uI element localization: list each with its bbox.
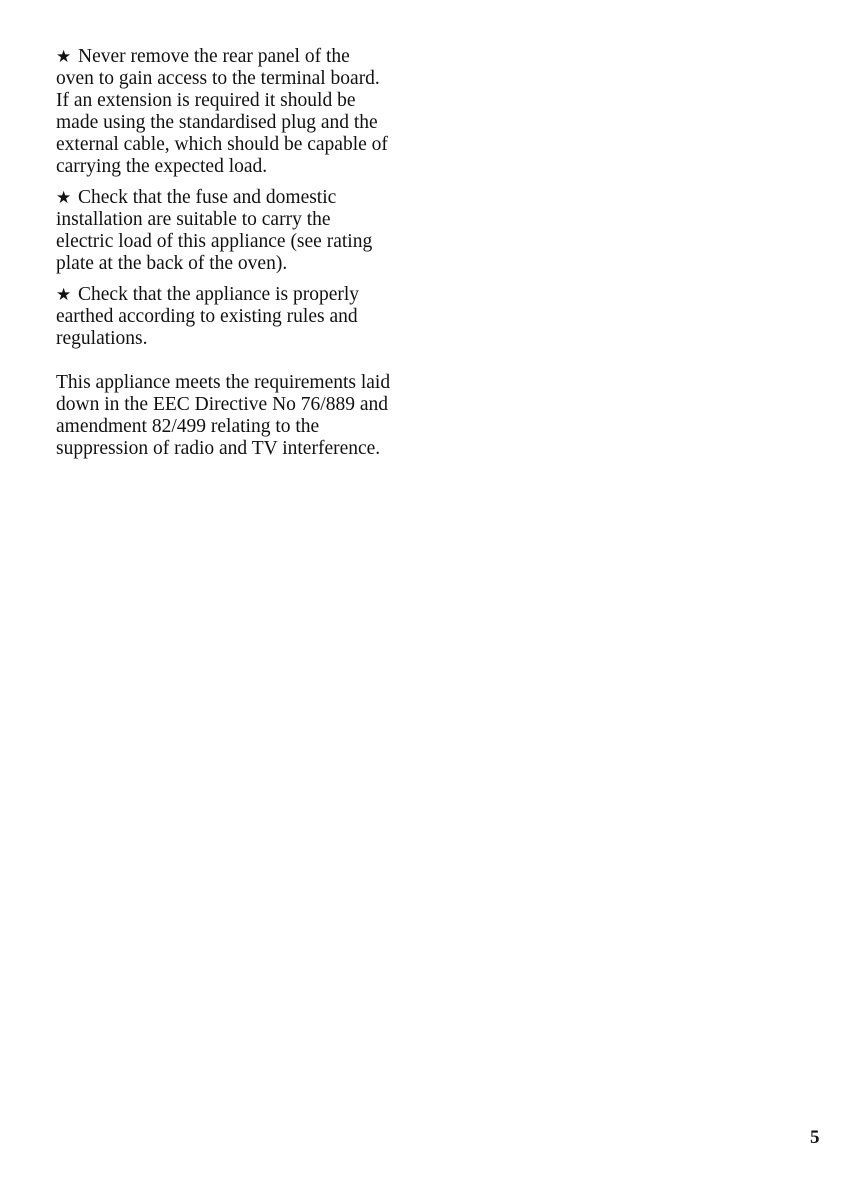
compliance-line: This appliance meets the requirements laid xyxy=(56,372,391,393)
star-bullet-icon: ★ xyxy=(56,285,72,305)
bullet-line: electric load of this appliance (see rating xyxy=(56,231,373,252)
compliance-line: suppression of radio and TV interference. xyxy=(56,438,381,459)
compliance-paragraph xyxy=(56,372,436,460)
bullet-first-line: ★ Check that the fuse and domestic xyxy=(56,187,337,208)
star-bullet-icon: ★ xyxy=(56,47,72,67)
safety-bullet-earthing xyxy=(56,284,436,350)
bullet-first-line: ★ Never remove the rear panel of the xyxy=(56,46,350,67)
bullet-line: regulations. xyxy=(56,328,148,349)
compliance-line: down in the EEC Directive No 76/889 and xyxy=(56,394,388,415)
bullet-line: earthed according to existing rules and xyxy=(56,306,358,327)
document-body xyxy=(56,46,436,460)
safety-bullet-fuse xyxy=(56,187,436,275)
star-bullet-icon: ★ xyxy=(56,188,72,208)
safety-bullet-rear-panel xyxy=(56,46,436,178)
bullet-line: plate at the back of the oven). xyxy=(56,253,288,274)
bullet-line: oven to gain access to the terminal board. xyxy=(56,68,380,89)
bullet-line: If an extension is required it should be xyxy=(56,90,356,111)
compliance-line: amendment 82/499 relating to the xyxy=(56,416,320,437)
bullet-line: installation are suitable to carry the xyxy=(56,209,331,230)
bullet-line: external cable, which should be capable of xyxy=(56,134,388,155)
bullet-first-line: ★ Check that the appliance is properly xyxy=(56,284,360,305)
bullet-line: carrying the expected load. xyxy=(56,156,268,177)
page-number: 5 xyxy=(810,1127,820,1148)
bullet-line: made using the standardised plug and the xyxy=(56,112,378,133)
